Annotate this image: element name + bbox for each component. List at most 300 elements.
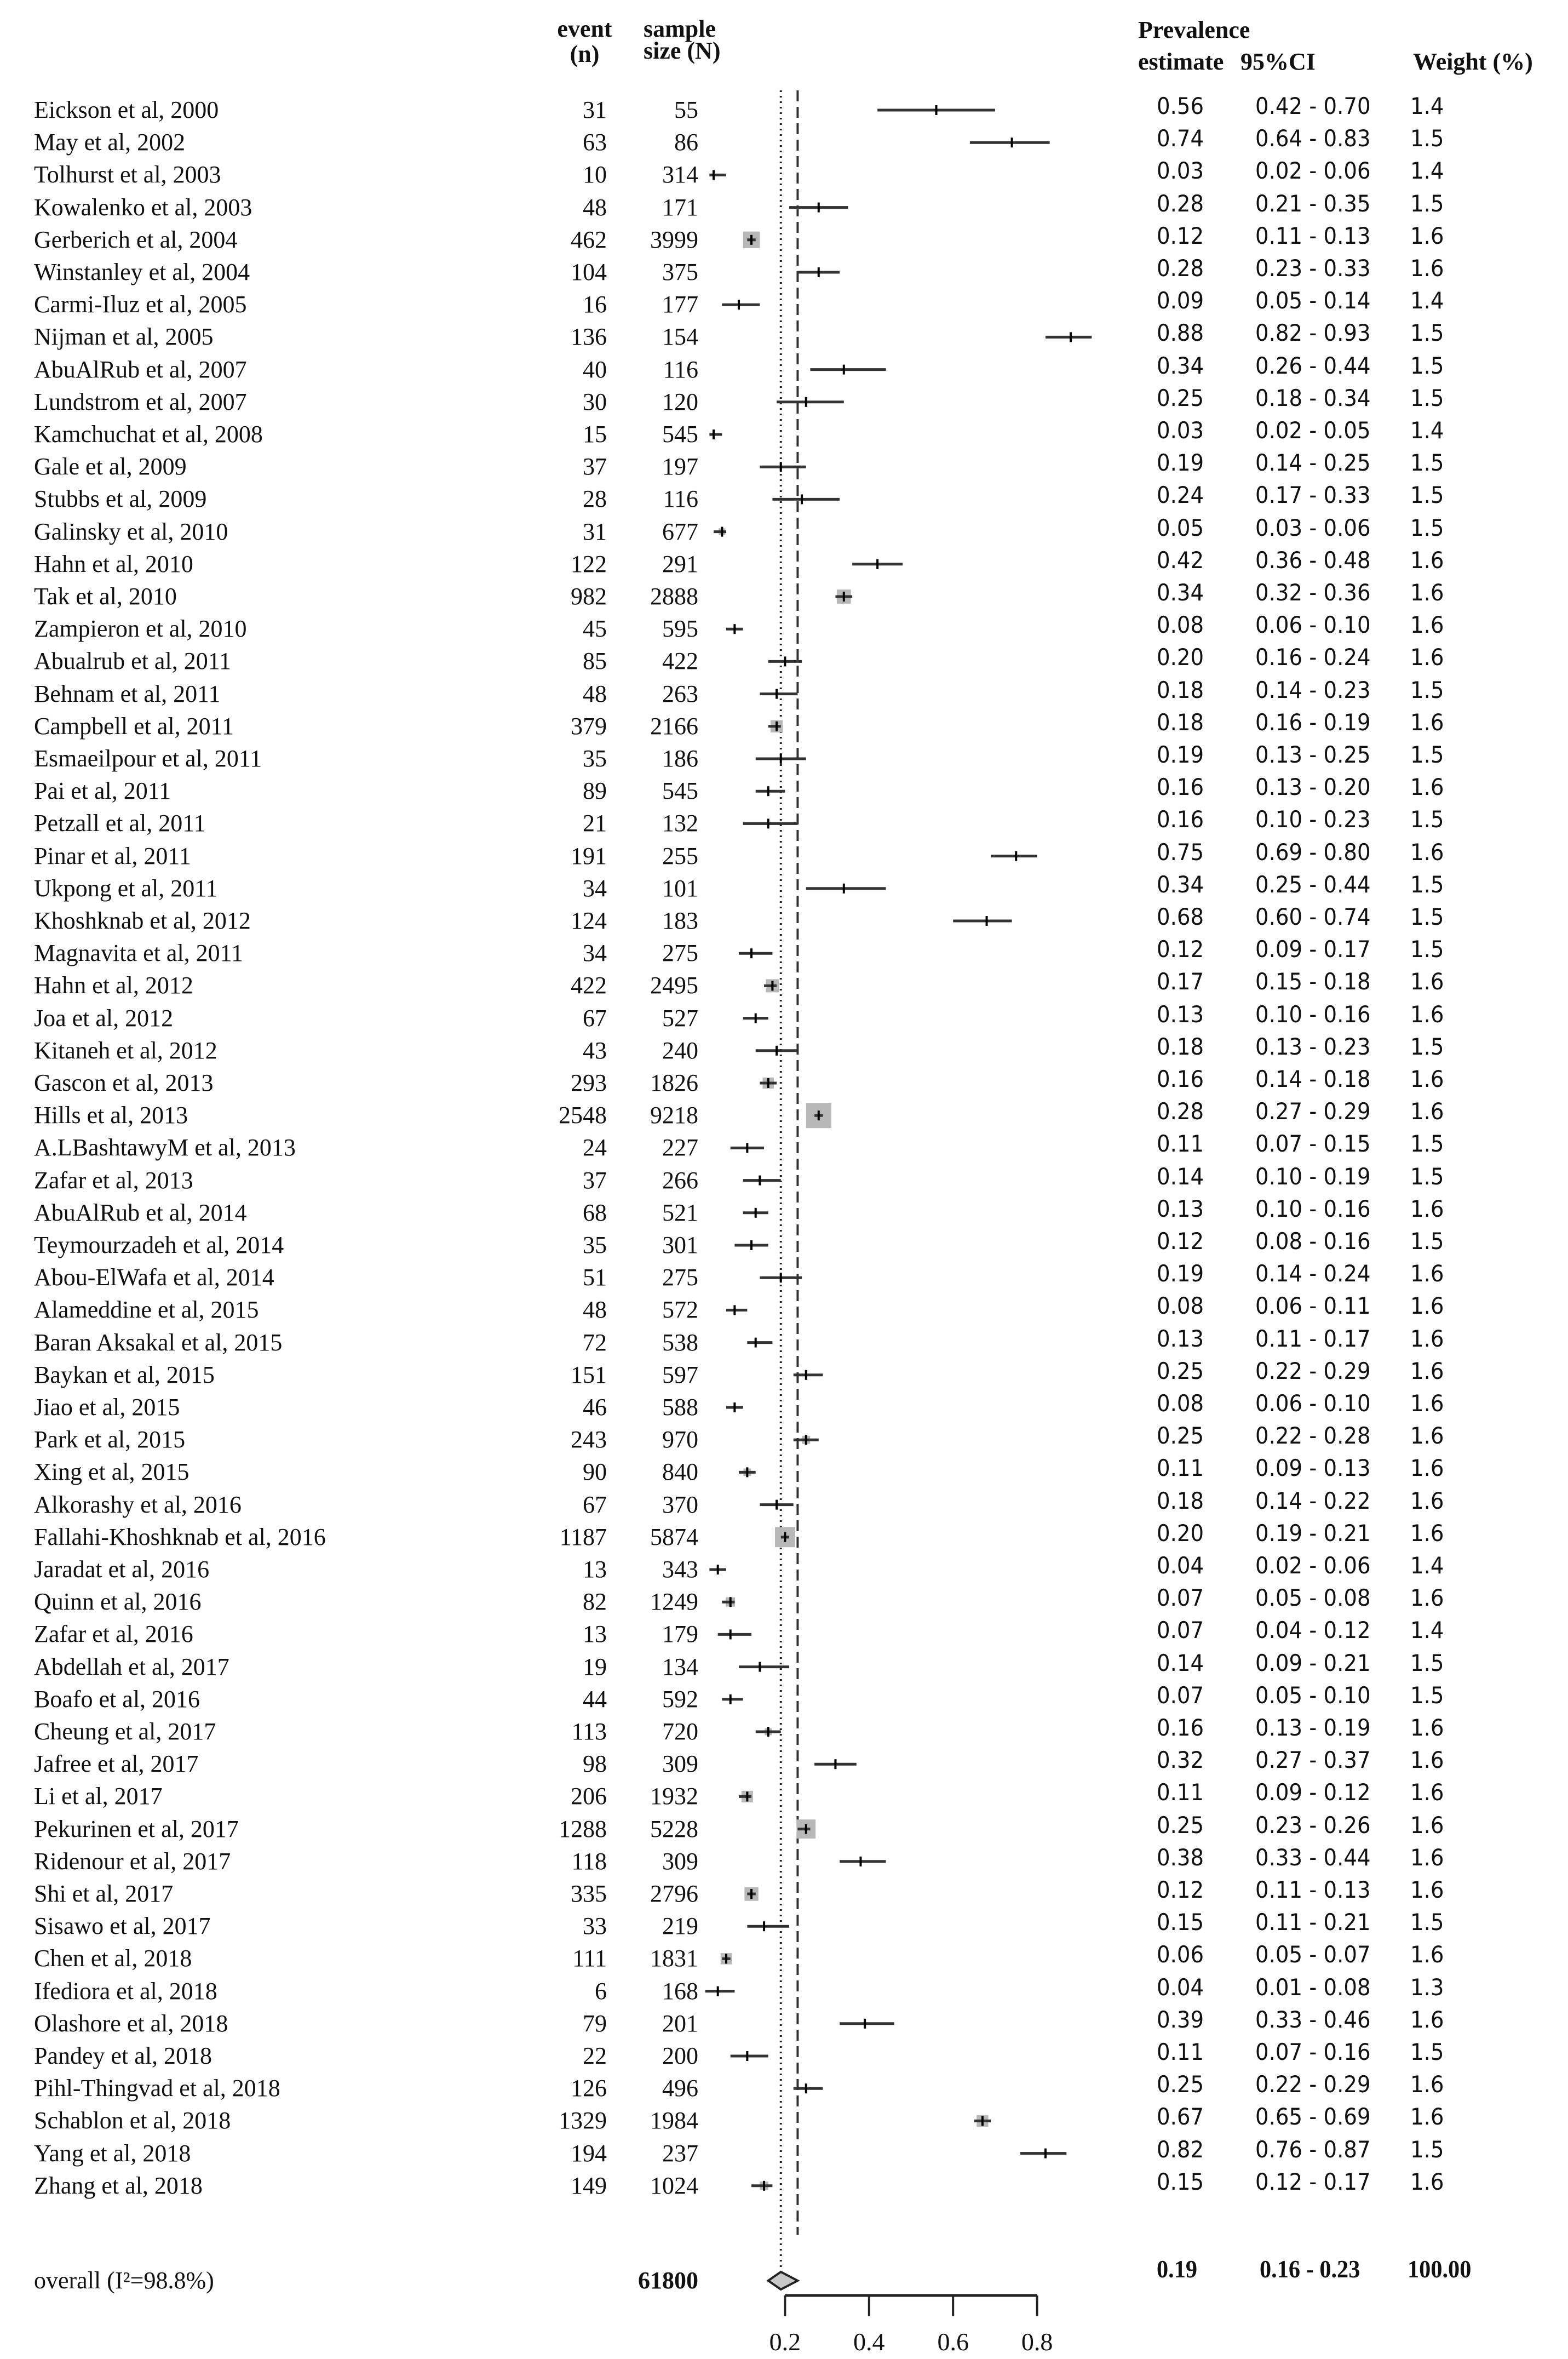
ci-range: 0.14 - 0.24 <box>1255 1260 1371 1287</box>
sample-size: 1831 <box>650 1945 698 1972</box>
prevalence-estimate: 0.25 <box>1157 1357 1204 1384</box>
weight-value: 1.6 <box>1410 546 1444 574</box>
study-mark <box>751 2181 772 2191</box>
prevalence-estimate: 0.18 <box>1157 1487 1204 1514</box>
event-count: 118 <box>571 1847 607 1875</box>
ci-range: 0.10 - 0.16 <box>1255 1000 1371 1028</box>
study-name: Magnavita et al, 2011 <box>34 940 244 967</box>
study-name: Abou-ElWafa et al, 2014 <box>34 1264 274 1291</box>
event-count: 124 <box>571 907 607 934</box>
study-mark <box>764 979 779 992</box>
prevalence-estimate: 0.15 <box>1157 2168 1204 2195</box>
event-count: 21 <box>583 810 607 837</box>
ci-range: 0.07 - 0.16 <box>1255 2039 1371 2065</box>
event-count: 13 <box>583 1621 607 1648</box>
weight-value: 1.6 <box>1410 1260 1444 1287</box>
ci-range: 0.10 - 0.19 <box>1255 1163 1371 1190</box>
event-count: 151 <box>571 1361 607 1388</box>
sample-size: 201 <box>662 2009 698 2037</box>
study-name: AbuAlRub et al, 2007 <box>34 356 247 383</box>
sample-size: 3999 <box>650 226 698 253</box>
weight-value: 1.5 <box>1410 936 1444 963</box>
axis-tick-label: 0.4 <box>853 2328 885 2356</box>
study-mark <box>806 1103 831 1128</box>
event-count: 1329 <box>559 2107 607 2134</box>
weight-value: 1.6 <box>1410 2103 1444 2131</box>
prevalence-estimate: 0.34 <box>1157 352 1204 379</box>
event-count: 19 <box>583 1653 607 1680</box>
study-name: Kowalenko et al, 2003 <box>34 193 252 221</box>
study-mark <box>747 1338 772 1348</box>
event-count: 422 <box>571 972 607 999</box>
weight-value: 1.4 <box>1410 417 1444 444</box>
event-count: 85 <box>583 648 607 675</box>
event-count: 31 <box>583 518 607 545</box>
sample-size: 370 <box>662 1491 698 1518</box>
event-count: 67 <box>583 1491 607 1518</box>
study-name: Ridenour et al, 2017 <box>34 1847 231 1875</box>
weight-value: 1.6 <box>1410 1098 1444 1125</box>
event-count: 37 <box>583 1166 607 1194</box>
sample-size: 343 <box>662 1556 698 1583</box>
prevalence-estimate: 0.12 <box>1157 222 1204 249</box>
weight-value: 1.4 <box>1410 93 1444 119</box>
prevalence-estimate: 0.08 <box>1157 611 1204 639</box>
event-count: 6 <box>595 1977 607 2005</box>
study-mark <box>1046 332 1092 342</box>
prevalence-estimate: 0.07 <box>1157 1617 1204 1644</box>
sample-size: 592 <box>662 1685 698 1713</box>
event-count: 35 <box>583 745 607 772</box>
sample-size: 179 <box>662 1621 698 1648</box>
sample-size: 275 <box>662 940 698 967</box>
event-count: 45 <box>583 615 607 643</box>
header-weight: Weight (%) <box>1413 48 1533 75</box>
ci-range: 0.04 - 0.12 <box>1255 1617 1371 1644</box>
study-mark <box>709 430 722 439</box>
event-count: 243 <box>571 1426 607 1453</box>
ci-range: 0.15 - 0.18 <box>1255 968 1371 995</box>
sample-size: 266 <box>662 1166 698 1194</box>
weight-value: 1.6 <box>1410 1876 1444 1903</box>
event-count: 67 <box>583 1004 607 1032</box>
header-ci: 95%CI <box>1240 48 1316 75</box>
ci-range: 0.22 - 0.29 <box>1255 2071 1371 2098</box>
prevalence-estimate: 0.18 <box>1157 676 1204 703</box>
prevalence-estimate: 0.67 <box>1157 2103 1204 2131</box>
weight-value: 1.5 <box>1410 352 1444 379</box>
event-count: 51 <box>583 1264 607 1291</box>
prevalence-estimate: 0.56 <box>1157 93 1204 119</box>
sample-size: 86 <box>674 129 698 156</box>
weight-value: 1.6 <box>1410 708 1444 736</box>
ci-range: 0.19 - 0.21 <box>1255 1519 1371 1547</box>
study-name: Pihl-Thingvad et al, 2018 <box>34 2075 280 2102</box>
prevalence-estimate: 0.12 <box>1157 936 1204 963</box>
event-count: 379 <box>571 712 607 740</box>
sample-size: 572 <box>662 1296 698 1324</box>
event-count: 126 <box>571 2075 607 2102</box>
weight-value: 1.6 <box>1410 1779 1444 1806</box>
ci-range: 0.36 - 0.48 <box>1255 546 1371 574</box>
study-mark <box>739 1791 753 1802</box>
study-mark <box>806 884 886 894</box>
prevalence-estimate: 0.11 <box>1157 2039 1204 2065</box>
study-mark <box>731 2051 768 2061</box>
header-sample-line1: sample <box>644 15 716 42</box>
study-mark <box>726 1402 743 1412</box>
ci-range: 0.10 - 0.16 <box>1255 1195 1371 1222</box>
study-mark <box>877 105 995 115</box>
weight-value: 1.6 <box>1410 1487 1444 1514</box>
event-count: 1288 <box>559 1815 607 1842</box>
ci-range: 0.06 - 0.10 <box>1255 611 1371 639</box>
sample-size: 5228 <box>650 1815 698 1842</box>
study-mark <box>772 494 840 504</box>
sample-size: 521 <box>662 1199 698 1226</box>
header-event-line1: event <box>557 15 612 42</box>
study-name: Stubbs et al, 2009 <box>34 485 207 513</box>
sample-size: 116 <box>663 485 698 513</box>
sample-size: 314 <box>662 161 698 188</box>
event-count: 44 <box>583 1685 607 1713</box>
sample-size: 168 <box>662 1977 698 2005</box>
weight-value: 1.5 <box>1410 125 1444 152</box>
study-name: Petzall et al, 2011 <box>34 810 206 837</box>
sample-size: 275 <box>662 1264 698 1291</box>
event-count: 48 <box>583 193 607 221</box>
study-name: Baykan et al, 2015 <box>34 1361 215 1388</box>
sample-size: 177 <box>662 291 698 318</box>
study-name: Nijman et al, 2005 <box>34 323 214 351</box>
study-name: Sisawo et al, 2017 <box>34 1913 211 1940</box>
study-name: Pandey et al, 2018 <box>34 2042 212 2069</box>
weight-value: 1.6 <box>1410 1325 1444 1352</box>
header-estimate: estimate <box>1138 48 1224 75</box>
axis-tick-label: 0.8 <box>1021 2328 1053 2356</box>
ci-range: 0.09 - 0.12 <box>1255 1779 1371 1806</box>
study-mark <box>810 365 886 375</box>
weight-value: 1.5 <box>1410 1033 1444 1060</box>
study-mark <box>718 1629 751 1639</box>
sample-size: 101 <box>662 874 698 902</box>
study-name: Jiao et al, 2015 <box>34 1394 180 1421</box>
study-name: Ukpong et al, 2011 <box>34 874 218 902</box>
study-mark <box>775 1527 795 1547</box>
study-mark <box>709 1565 726 1574</box>
prevalence-estimate: 0.34 <box>1157 871 1204 898</box>
prevalence-estimate: 0.28 <box>1157 255 1204 282</box>
study-name: Shi et al, 2017 <box>34 1880 174 1907</box>
weight-value: 1.5 <box>1410 806 1444 833</box>
prevalence-estimate: 0.16 <box>1157 1714 1204 1741</box>
prevalence-estimate: 0.04 <box>1157 1552 1204 1579</box>
prevalence-estimate: 0.75 <box>1157 838 1204 866</box>
ci-range: 0.22 - 0.29 <box>1255 1357 1371 1384</box>
ci-range: 0.11 - 0.13 <box>1255 1876 1371 1903</box>
study-name: Jafree et al, 2017 <box>34 1750 199 1778</box>
event-count: 111 <box>572 1945 607 1972</box>
prevalence-estimate: 0.18 <box>1157 708 1204 736</box>
study-name: Eickson et al, 2000 <box>34 96 219 123</box>
study-name: Esmaeilpour et al, 2011 <box>34 745 262 772</box>
study-name: May et al, 2002 <box>34 129 186 156</box>
sample-size: 55 <box>674 96 698 123</box>
ci-range: 0.65 - 0.69 <box>1255 2103 1371 2131</box>
prevalence-estimate: 0.28 <box>1157 190 1204 217</box>
weight-value: 1.5 <box>1410 1909 1444 1936</box>
prevalence-estimate: 0.11 <box>1157 1130 1204 1158</box>
event-count: 293 <box>571 1069 607 1096</box>
sample-size: 291 <box>662 550 698 577</box>
prevalence-estimate: 0.07 <box>1157 1584 1204 1612</box>
weight-value: 1.5 <box>1410 514 1444 541</box>
weight-value: 1.4 <box>1410 1552 1444 1579</box>
event-count: 68 <box>583 1199 607 1226</box>
study-name: Abualrub et al, 2011 <box>34 648 232 675</box>
event-count: 79 <box>583 2009 607 2037</box>
event-count: 136 <box>571 323 607 351</box>
prevalence-estimate: 0.11 <box>1157 1779 1204 1806</box>
event-count: 2548 <box>559 1102 607 1129</box>
overall-weight: 100.00 <box>1408 2255 1472 2283</box>
sample-size: 970 <box>662 1426 698 1453</box>
weight-value: 1.6 <box>1410 222 1444 249</box>
prevalence-estimate: 0.18 <box>1157 1033 1204 1060</box>
weight-value: 1.6 <box>1410 1455 1444 1482</box>
sample-size: 2166 <box>650 712 698 740</box>
study-mark <box>840 2019 894 2029</box>
prevalence-estimate: 0.38 <box>1157 1843 1204 1871</box>
weight-value: 1.5 <box>1410 676 1444 703</box>
event-count: 40 <box>583 356 607 383</box>
weight-value: 1.5 <box>1410 903 1444 930</box>
ci-range: 0.22 - 0.28 <box>1255 1422 1371 1450</box>
event-count: 335 <box>571 1880 607 1907</box>
event-count: 24 <box>583 1134 607 1161</box>
study-mark <box>760 689 797 699</box>
ci-range: 0.33 - 0.44 <box>1255 1843 1371 1871</box>
ci-range: 0.32 - 0.36 <box>1255 579 1371 606</box>
study-mark <box>743 1014 768 1023</box>
study-name: Pinar et al, 2011 <box>34 842 191 869</box>
weight-value: 1.5 <box>1410 1681 1444 1709</box>
sample-size: 595 <box>662 615 698 643</box>
weight-value: 1.6 <box>1410 1941 1444 1968</box>
prevalence-estimate: 0.14 <box>1157 1649 1204 1676</box>
prevalence-estimate: 0.25 <box>1157 1422 1204 1450</box>
study-name: Xing et al, 2015 <box>34 1458 189 1486</box>
weight-value: 1.6 <box>1410 611 1444 639</box>
prevalence-estimate: 0.07 <box>1157 1681 1204 1709</box>
event-count: 89 <box>583 777 607 805</box>
study-name: Zafar et al, 2016 <box>34 1621 193 1648</box>
overall-estimate: 0.19 <box>1157 2255 1198 2283</box>
weight-value: 1.6 <box>1410 968 1444 995</box>
study-mark <box>734 1240 768 1250</box>
ci-range: 0.13 - 0.20 <box>1255 774 1371 801</box>
ci-range: 0.02 - 0.05 <box>1255 417 1371 444</box>
ci-range: 0.21 - 0.35 <box>1255 190 1371 217</box>
prevalence-estimate: 0.16 <box>1157 1066 1204 1092</box>
prevalence-estimate: 0.39 <box>1157 2006 1204 2033</box>
study-mark <box>722 1597 735 1607</box>
event-count: 28 <box>583 485 607 513</box>
prevalence-estimate: 0.32 <box>1157 1747 1204 1774</box>
study-mark <box>760 1078 777 1089</box>
sample-size: 171 <box>662 193 698 221</box>
study-mark <box>722 1694 743 1704</box>
ci-range: 0.06 - 0.11 <box>1255 1292 1371 1320</box>
study-mark <box>743 232 760 248</box>
x-axis <box>769 2295 1053 2356</box>
study-mark <box>796 1819 815 1839</box>
study-name: Behnam et al, 2011 <box>34 680 221 707</box>
sample-size: 186 <box>662 745 698 772</box>
weight-value: 1.6 <box>1410 1390 1444 1417</box>
sample-size: 134 <box>662 1653 698 1680</box>
header-prevalence: Prevalence <box>1138 16 1250 43</box>
sample-size: 200 <box>662 2042 698 2069</box>
study-mark <box>722 300 760 310</box>
study-name: Cheung et al, 2017 <box>34 1718 216 1745</box>
sample-size: 197 <box>662 453 698 480</box>
sample-size: 5874 <box>650 1523 698 1550</box>
header-sample-line2: size (N) <box>644 37 721 64</box>
prevalence-estimate: 0.17 <box>1157 968 1204 995</box>
sample-size: 496 <box>662 2075 698 2102</box>
prevalence-estimate: 0.08 <box>1157 1390 1204 1417</box>
sample-size: 309 <box>662 1847 698 1875</box>
sample-size: 545 <box>662 421 698 448</box>
sample-size: 2796 <box>650 1880 698 1907</box>
sample-size: 677 <box>662 518 698 545</box>
weight-value: 1.6 <box>1410 1747 1444 1774</box>
event-count: 48 <box>583 680 607 707</box>
sample-size: 309 <box>662 1750 698 1778</box>
event-count: 90 <box>583 1458 607 1486</box>
overall-total-n: 61800 <box>638 2267 698 2294</box>
ci-range: 0.69 - 0.80 <box>1255 838 1371 866</box>
header-event-line2: (n) <box>570 41 600 67</box>
weight-value: 1.5 <box>1410 1163 1444 1190</box>
ci-range: 0.02 - 0.06 <box>1255 157 1371 185</box>
study-mark <box>714 527 726 537</box>
prevalence-estimate: 0.74 <box>1157 125 1204 152</box>
event-count: 35 <box>583 1232 607 1258</box>
sample-size: 219 <box>662 1913 698 1940</box>
ci-range: 0.60 - 0.74 <box>1255 903 1371 930</box>
study-name: Khoshknab et al, 2012 <box>34 907 251 934</box>
event-count: 982 <box>571 583 607 610</box>
study-name: Hahn et al, 2012 <box>34 972 193 999</box>
prevalence-estimate: 0.16 <box>1157 806 1204 833</box>
event-count: 104 <box>571 259 607 285</box>
ci-range: 0.13 - 0.19 <box>1255 1714 1371 1741</box>
ci-range: 0.33 - 0.46 <box>1255 2006 1371 2033</box>
weight-value: 1.5 <box>1410 319 1444 347</box>
prevalence-estimate: 0.28 <box>1157 1098 1204 1125</box>
study-mark <box>835 589 852 604</box>
event-count: 22 <box>583 2042 607 2069</box>
overall-label: overall (I²=98.8%) <box>34 2267 214 2294</box>
study-name: Tolhurst et al, 2003 <box>34 161 221 188</box>
event-count: 31 <box>583 96 607 123</box>
weight-value: 1.6 <box>1410 2071 1444 2098</box>
study-mark <box>739 1467 756 1477</box>
prevalence-estimate: 0.04 <box>1157 1973 1204 2001</box>
ci-range: 0.23 - 0.26 <box>1255 1811 1371 1839</box>
weight-value: 1.4 <box>1410 287 1444 314</box>
overall-diamond <box>768 2272 798 2289</box>
ci-range: 0.13 - 0.23 <box>1255 1033 1371 1060</box>
weight-value: 1.6 <box>1410 1357 1444 1384</box>
ci-range: 0.10 - 0.23 <box>1255 806 1371 833</box>
prevalence-estimate: 0.13 <box>1157 1195 1204 1222</box>
study-mark <box>743 1176 781 1186</box>
study-name: Tak et al, 2010 <box>34 583 177 610</box>
ci-range: 0.09 - 0.13 <box>1255 1455 1371 1482</box>
prevalence-estimate: 0.08 <box>1157 1292 1204 1320</box>
ci-range: 0.05 - 0.07 <box>1255 1941 1371 1968</box>
study-mark <box>991 851 1037 861</box>
prevalence-estimate: 0.82 <box>1157 2135 1204 2163</box>
study-mark <box>747 1921 789 1931</box>
study-name: Chen et al, 2018 <box>34 1945 192 1972</box>
prevalence-estimate: 0.25 <box>1157 1811 1204 1839</box>
ci-range: 0.06 - 0.10 <box>1255 1390 1371 1417</box>
sample-size: 301 <box>662 1232 698 1258</box>
weight-value: 1.4 <box>1410 157 1444 185</box>
prevalence-estimate: 0.03 <box>1157 157 1204 185</box>
prevalence-estimate: 0.13 <box>1157 1000 1204 1028</box>
ci-range: 0.16 - 0.19 <box>1255 708 1371 736</box>
prevalence-estimate: 0.20 <box>1157 644 1204 671</box>
sample-size: 120 <box>662 388 698 415</box>
prevalence-estimate: 0.42 <box>1157 546 1204 574</box>
study-name: Lundstrom et al, 2007 <box>34 388 247 415</box>
sample-size: 545 <box>662 777 698 805</box>
study-name: Olashore et al, 2018 <box>34 2009 228 2037</box>
ci-range: 0.27 - 0.29 <box>1255 1098 1371 1125</box>
event-count: 122 <box>571 550 607 577</box>
study-name: Galinsky et al, 2010 <box>34 518 228 545</box>
sample-size: 538 <box>662 1329 698 1356</box>
weight-value: 1.6 <box>1410 255 1444 282</box>
ci-range: 0.05 - 0.10 <box>1255 1681 1371 1709</box>
study-mark <box>852 559 903 569</box>
event-count: 191 <box>571 842 607 869</box>
study-mark <box>970 138 1050 147</box>
event-count: 113 <box>571 1718 607 1745</box>
prevalence-estimate: 0.88 <box>1157 319 1204 347</box>
ci-range: 0.12 - 0.17 <box>1255 2168 1371 2195</box>
study-mark <box>731 1143 764 1153</box>
weight-value: 1.6 <box>1410 579 1444 606</box>
study-name: Alkorashy et al, 2016 <box>34 1491 242 1518</box>
ci-range: 0.25 - 0.44 <box>1255 871 1371 898</box>
prevalence-estimate: 0.25 <box>1157 384 1204 411</box>
study-mark <box>721 1953 732 1965</box>
prevalence-estimate: 0.19 <box>1157 741 1204 768</box>
sample-size: 1249 <box>650 1588 698 1616</box>
weight-value: 1.5 <box>1410 190 1444 217</box>
weight-value: 1.6 <box>1410 1843 1444 1871</box>
event-count: 462 <box>571 226 607 253</box>
study-mark <box>1020 2149 1066 2158</box>
prevalence-estimate: 0.12 <box>1157 1228 1204 1255</box>
event-count: 46 <box>583 1394 607 1421</box>
